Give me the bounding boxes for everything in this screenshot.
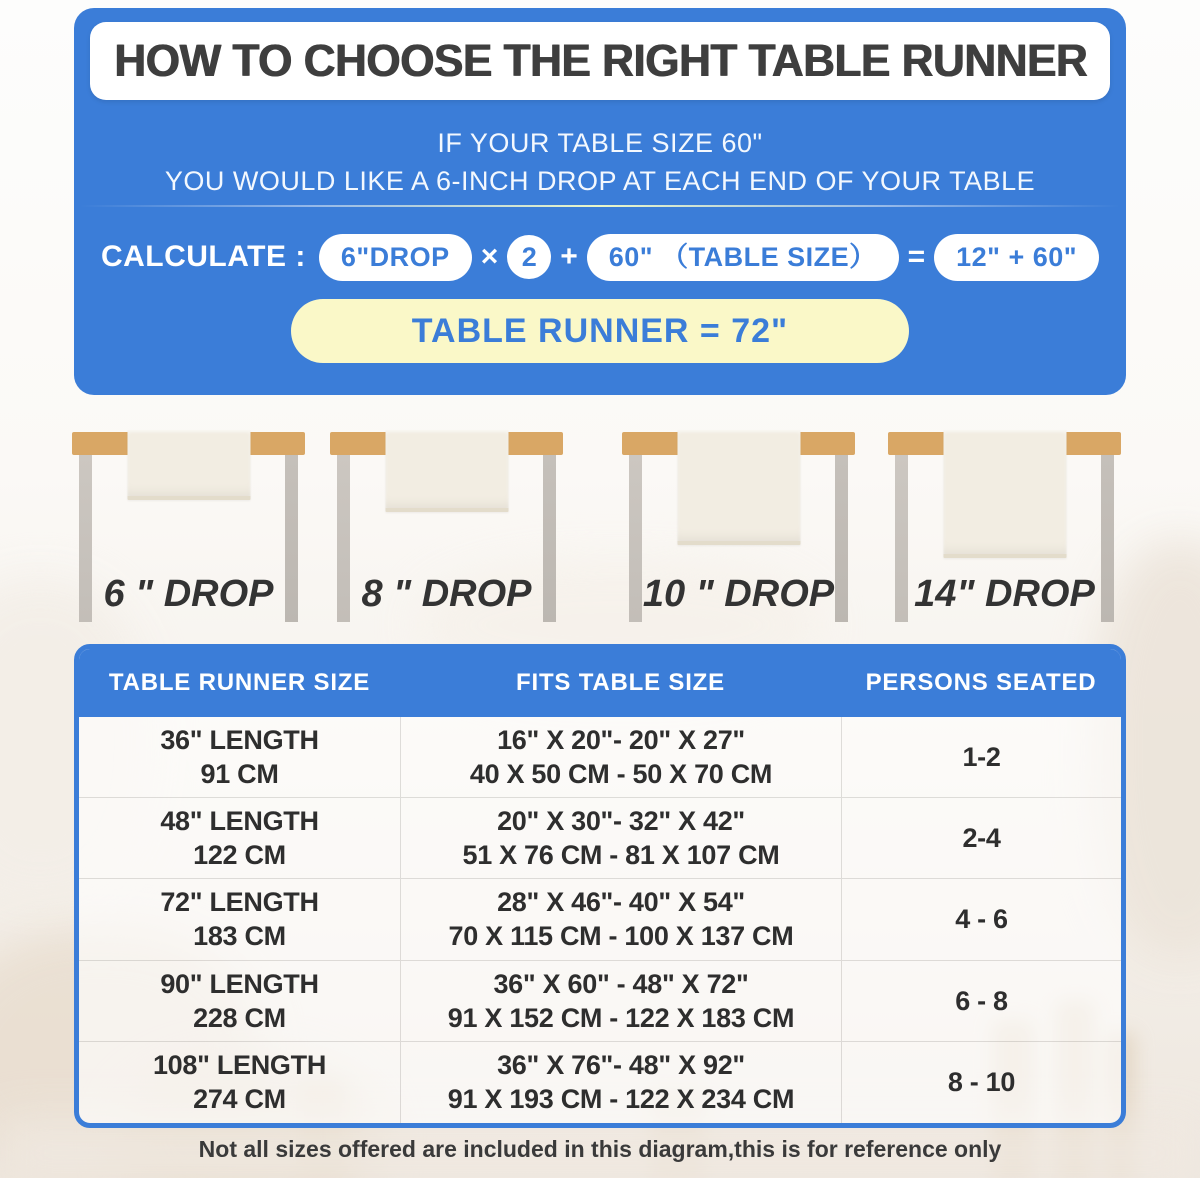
persons-cell: 8 - 10 — [841, 1042, 1121, 1123]
table-figure-8in-drop — [330, 430, 563, 622]
table-figure-14in-drop — [888, 430, 1121, 622]
column-header-fits-table: FITS TABLE SIZE — [516, 669, 725, 696]
persons-cell: 2-4 — [841, 798, 1121, 878]
table-row — [79, 717, 1121, 798]
runner-size-cell: 48" LENGTH 122 CM — [160, 806, 319, 871]
fits-table-cell: 36" X 60" - 48" X 72" 91 X 152 CM - 122 X 183 CM — [400, 961, 841, 1041]
footnote: Not all sizes offered are included in this diagram,this is for reference only — [198, 1136, 1002, 1162]
runner-size-cell: 90" LENGTH 228 CM — [160, 968, 319, 1033]
runner-size-cell: 72" LENGTH 183 CM — [160, 887, 319, 952]
persons-cell: 6 - 8 — [841, 961, 1121, 1041]
table-row — [79, 879, 1121, 960]
size-chart-body — [79, 717, 1121, 1123]
equals-sign: = — [907, 240, 926, 273]
subtitle-line-1: IF YOUR TABLE SIZE 60" — [437, 128, 763, 158]
divider — [80, 205, 1120, 207]
persons-cell: 1-2 — [841, 717, 1121, 797]
result-pill: TABLE RUNNER = 72" — [291, 299, 909, 363]
table-figure-6in-drop — [72, 430, 305, 622]
runner-cloth — [385, 430, 508, 512]
drop-value-pill: 6"DROP — [319, 234, 472, 281]
multiply-sign: × — [480, 240, 499, 273]
runner-cloth — [943, 430, 1066, 558]
drop-label: 10 " DROP — [642, 573, 835, 615]
header-banner — [74, 8, 1126, 395]
plus-sign: + — [560, 240, 578, 273]
table-row — [79, 961, 1121, 1042]
subtitle-line-2: YOU WOULD LIKE A 6-INCH DROP AT EACH END OF YOUR TABLE — [164, 166, 1036, 196]
table-row — [79, 1042, 1121, 1123]
title-box — [90, 22, 1110, 100]
table-row — [79, 798, 1121, 879]
calculate-label: CALCULATE : — [100, 240, 306, 273]
runner-cloth — [127, 430, 250, 500]
size-chart-card — [74, 644, 1126, 1128]
column-header-persons: PERSONS SEATED — [865, 669, 1097, 696]
drop-label: 14" DROP — [914, 573, 1095, 615]
table-size-pill: 60" （TABLE SIZE） — [587, 234, 899, 281]
sum-pill: 12" + 60" — [934, 234, 1099, 281]
drop-label: 6 " DROP — [103, 573, 274, 615]
fits-table-cell: 28" X 46"- 40" X 54" 70 X 115 CM - 100 X 137 CM — [400, 879, 841, 959]
runner-size-cell: 108" LENGTH 274 CM — [152, 1050, 327, 1115]
table-figure-10in-drop — [622, 430, 855, 622]
fits-table-cell: 36" X 76"- 48" X 92" 91 X 193 CM - 122 X 234 CM — [400, 1042, 841, 1123]
runner-cloth — [677, 430, 800, 545]
fits-table-cell: 16" X 20"- 20" X 27" 40 X 50 CM - 50 X 70 CM — [400, 717, 841, 797]
factor-circle: 2 — [507, 235, 551, 279]
fits-table-cell: 20" X 30"- 32" X 42" 51 X 76 CM - 81 X 107 CM — [400, 798, 841, 878]
page-title: HOW TO CHOOSE THE RIGHT TABLE RUNNER — [113, 35, 1087, 86]
runner-size-cell: 36" LENGTH 91 CM — [160, 725, 319, 790]
size-chart-header — [79, 649, 1121, 717]
calculation-row — [74, 232, 1126, 282]
drop-label: 8 " DROP — [361, 573, 532, 615]
persons-cell: 4 - 6 — [841, 879, 1121, 959]
column-header-runner-size: TABLE RUNNER SIZE — [108, 669, 371, 696]
